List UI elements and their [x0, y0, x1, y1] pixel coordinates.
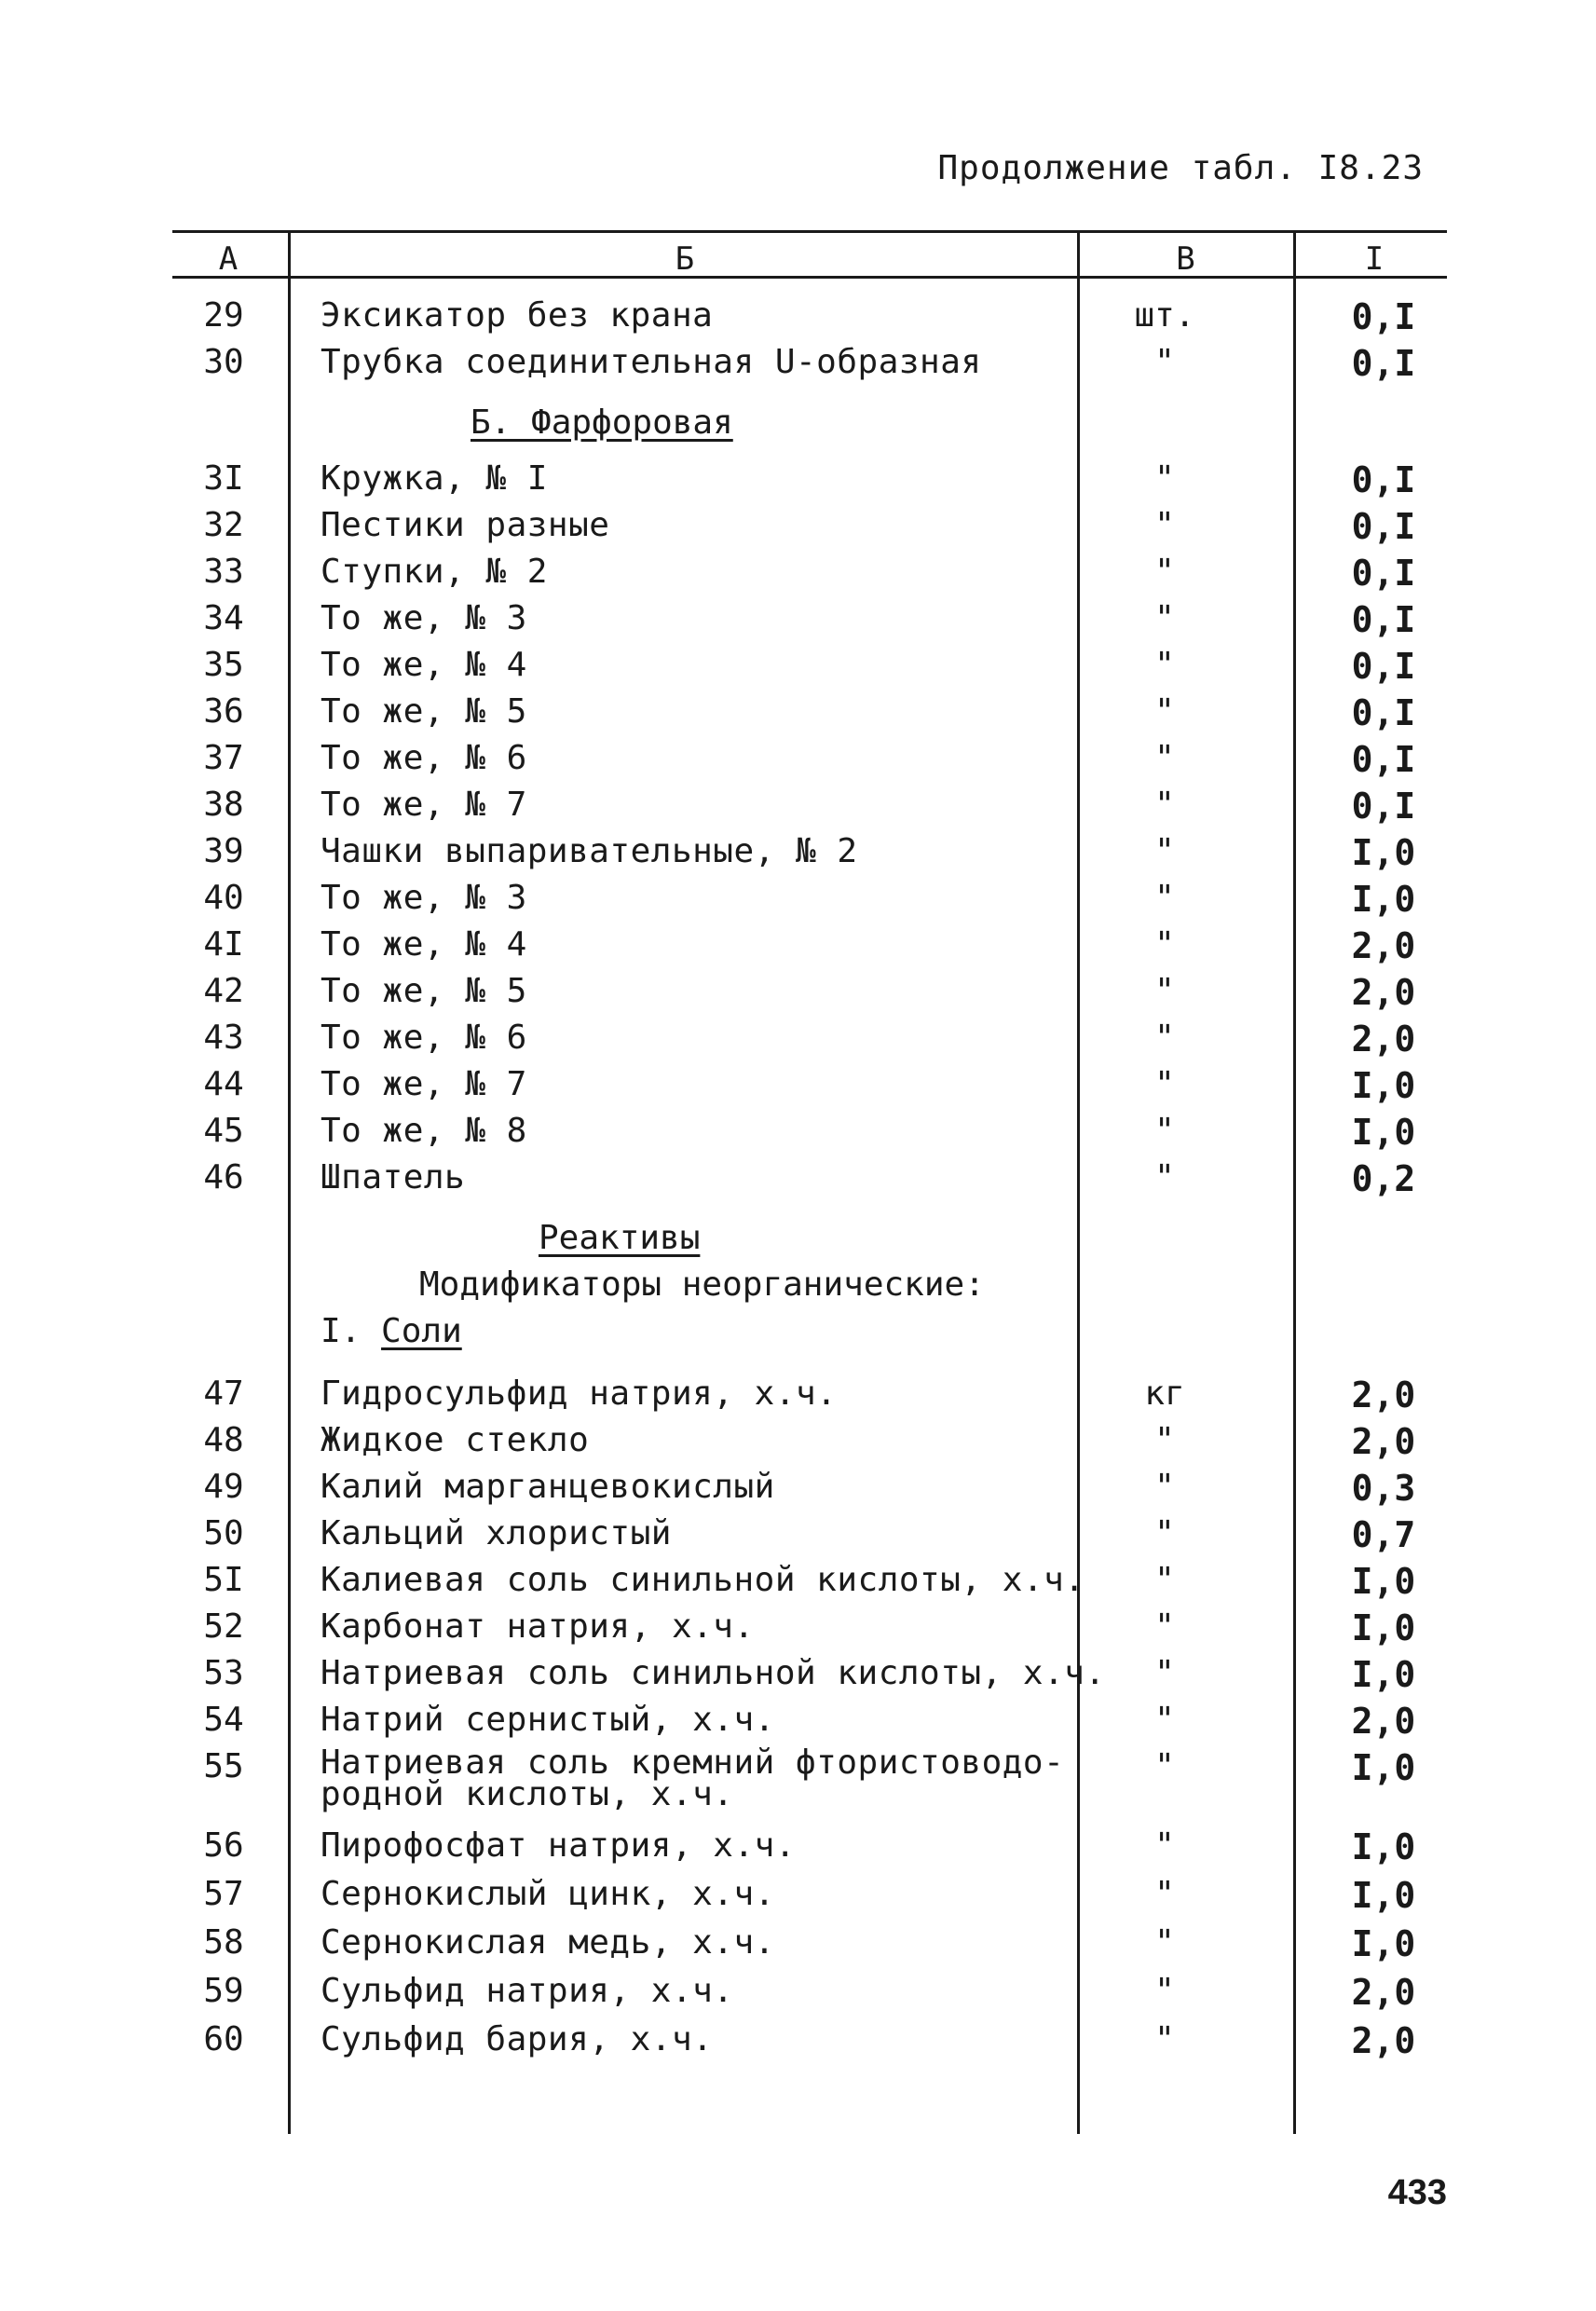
table-row	[0, 925, 1596, 972]
table-row	[0, 739, 1596, 786]
item-quantity: 0,I	[1351, 646, 1416, 687]
table-row	[0, 1744, 1596, 1822]
row-number: 34	[203, 599, 244, 637]
page-number: 433	[1387, 2173, 1447, 2212]
table-row	[0, 506, 1596, 553]
item-name: Сернокислая медь, х.ч.	[321, 1923, 775, 1962]
row-number: 46	[203, 1158, 244, 1197]
row-number: 4I	[203, 925, 244, 964]
item-name: То же, № 7	[321, 786, 527, 824]
row-number: 47	[203, 1374, 244, 1413]
table-row	[0, 1421, 1596, 1468]
item-quantity: 2,0	[1351, 972, 1416, 1013]
table-row	[0, 1923, 1596, 1970]
table-row	[0, 972, 1596, 1019]
subsection-heading-salts	[321, 1312, 462, 1350]
row-number: 50	[203, 1514, 244, 1552]
item-name: Натриевая соль синильной кислоты, х.ч.	[321, 1654, 1106, 1692]
item-name: Гидросульфид натрия, х.ч.	[321, 1374, 838, 1413]
column-header-i: I	[1364, 240, 1385, 278]
item-quantity: 0,I	[1351, 343, 1416, 384]
table-row	[0, 296, 1596, 343]
row-number: 38	[203, 786, 244, 824]
item-unit: "	[1154, 1747, 1175, 1785]
table-row	[0, 1875, 1596, 1921]
item-name: Калиевая соль синильной кислоты, х.ч.	[321, 1561, 1085, 1599]
row-number: 58	[203, 1923, 244, 1962]
item-name: Сульфид бария, х.ч.	[321, 2020, 714, 2058]
item-quantity: I,0	[1351, 1923, 1416, 1964]
column-header-a: А	[218, 240, 239, 278]
item-quantity: 0,I	[1351, 506, 1416, 547]
item-quantity: I,0	[1351, 1065, 1416, 1106]
row-number: 53	[203, 1654, 244, 1692]
table-row	[0, 1374, 1596, 1421]
item-unit: "	[1154, 2020, 1175, 2058]
item-name: Сернокислый цинк, х.ч.	[321, 1875, 775, 1913]
item-name: Натрий сернистый, х.ч.	[321, 1701, 775, 1739]
item-quantity: 2,0	[1351, 2020, 1416, 2061]
table-row	[0, 459, 1596, 506]
item-name: То же, № 4	[321, 925, 527, 964]
item-unit: "	[1154, 832, 1175, 870]
row-number: 32	[203, 506, 244, 544]
item-quantity: 2,0	[1351, 1374, 1416, 1415]
item-name: То же, № 5	[321, 972, 527, 1010]
item-unit: "	[1154, 692, 1175, 731]
item-quantity: I,0	[1351, 1607, 1416, 1648]
table-row	[0, 1514, 1596, 1561]
table-row	[0, 692, 1596, 739]
item-quantity: 0,7	[1351, 1514, 1416, 1555]
table-continuation-caption: Продолжение табл. I8.23	[937, 149, 1424, 187]
item-name: Пирофосфат натрия, х.ч.	[321, 1826, 796, 1865]
row-number: 30	[203, 343, 244, 381]
item-quantity: 2,0	[1351, 1972, 1416, 2013]
table-row	[0, 1607, 1596, 1654]
item-name: То же, № 7	[321, 1065, 527, 1103]
item-unit: "	[1154, 1112, 1175, 1150]
item-unit: шт.	[1134, 296, 1195, 335]
row-number: 39	[203, 832, 244, 870]
item-unit: "	[1154, 343, 1175, 381]
row-number: 3I	[203, 459, 244, 498]
item-unit: "	[1154, 1158, 1175, 1197]
item-unit: "	[1154, 1972, 1175, 2010]
item-name: То же, № 6	[321, 1019, 527, 1057]
table-row	[0, 1654, 1596, 1701]
table-row	[0, 1065, 1596, 1112]
item-name: То же, № 5	[321, 692, 527, 731]
item-unit: "	[1154, 1065, 1175, 1103]
item-name-line-1: Натриевая соль кремний фтористоводо-	[321, 1744, 1065, 1782]
item-name: Пестики разные	[321, 506, 610, 544]
item-quantity: I,0	[1351, 1561, 1416, 1602]
item-unit: "	[1154, 739, 1175, 777]
item-name: Трубка соединительная U-образная	[321, 343, 982, 381]
item-quantity: 2,0	[1351, 1701, 1416, 1742]
table-row	[0, 599, 1596, 646]
table-row	[0, 646, 1596, 692]
item-quantity: 2,0	[1351, 925, 1416, 966]
item-quantity: 0,3	[1351, 1468, 1416, 1509]
item-name: То же, № 3	[321, 879, 527, 917]
row-number: 45	[203, 1112, 244, 1150]
row-number: 37	[203, 739, 244, 777]
row-number: 48	[203, 1421, 244, 1459]
item-quantity: 0,I	[1351, 553, 1416, 594]
section-heading-reagents: Реактивы	[539, 1219, 701, 1257]
item-quantity: 2,0	[1351, 1019, 1416, 1060]
table-row	[0, 1158, 1596, 1205]
item-name: То же, № 6	[321, 739, 527, 777]
item-unit: "	[1154, 1654, 1175, 1692]
column-header-b: Б	[675, 240, 695, 278]
item-quantity: 0,I	[1351, 692, 1416, 733]
subsection-title: Соли	[381, 1312, 462, 1350]
item-unit: "	[1154, 1607, 1175, 1646]
item-unit: "	[1154, 1923, 1175, 1962]
item-quantity: I,0	[1351, 1112, 1416, 1153]
item-unit: "	[1154, 553, 1175, 591]
item-name: Карбонат натрия, х.ч.	[321, 1607, 755, 1646]
table-row	[0, 1561, 1596, 1607]
row-number: 33	[203, 553, 244, 591]
item-quantity: 0,I	[1351, 786, 1416, 827]
table-row	[0, 553, 1596, 599]
item-name: Кальций хлористый	[321, 1514, 672, 1552]
row-number: 29	[203, 296, 244, 335]
item-name: Чашки выпаривательные, № 2	[321, 832, 858, 870]
item-unit: "	[1154, 506, 1175, 544]
table-row	[0, 832, 1596, 879]
subsection-number: I.	[321, 1312, 361, 1350]
item-name: Сульфид натрия, х.ч.	[321, 1972, 734, 2010]
item-name: Кружка, № I	[321, 459, 548, 498]
row-number: 40	[203, 879, 244, 917]
item-unit: "	[1154, 1561, 1175, 1599]
item-quantity: 0,I	[1351, 599, 1416, 640]
item-quantity: 0,I	[1351, 459, 1416, 500]
item-name: Калий марганцевокислый	[321, 1468, 775, 1506]
item-name: Ступки, № 2	[321, 553, 548, 591]
row-number: 35	[203, 646, 244, 684]
item-unit: "	[1154, 646, 1175, 684]
row-number: 52	[203, 1607, 244, 1646]
item-unit: "	[1154, 459, 1175, 498]
item-name: То же, № 4	[321, 646, 527, 684]
row-number: 44	[203, 1065, 244, 1103]
table-top-rule	[172, 230, 1447, 233]
row-number: 57	[203, 1875, 244, 1913]
table-row	[0, 1112, 1596, 1158]
section-heading-modifiers: Модификаторы неорганические:	[419, 1265, 985, 1304]
item-quantity: 2,0	[1351, 1421, 1416, 1462]
row-number: 55	[203, 1747, 244, 1785]
table-row	[0, 1826, 1596, 1873]
item-name-line-2: родной кислоты, х.ч.	[321, 1775, 734, 1813]
item-name: Жидкое стекло	[321, 1421, 590, 1459]
item-unit: "	[1154, 879, 1175, 917]
row-number: 56	[203, 1826, 244, 1865]
item-quantity: 0,I	[1351, 296, 1416, 337]
item-name: Шпатель	[321, 1158, 466, 1197]
item-name: То же, № 3	[321, 599, 527, 637]
item-quantity: I,0	[1351, 832, 1416, 873]
table-row	[0, 1701, 1596, 1747]
row-number: 60	[203, 2020, 244, 2058]
section-heading-porcelain: Б. Фарфоровая	[471, 403, 733, 442]
table-row	[0, 1468, 1596, 1514]
row-number: 36	[203, 692, 244, 731]
table-row	[0, 343, 1596, 390]
row-number: 59	[203, 1972, 244, 2010]
row-number: 42	[203, 972, 244, 1010]
row-number: 54	[203, 1701, 244, 1739]
item-unit: "	[1154, 972, 1175, 1010]
item-unit: "	[1154, 1421, 1175, 1459]
item-quantity: I,0	[1351, 1747, 1416, 1788]
item-quantity: I,0	[1351, 1875, 1416, 1916]
item-unit: "	[1154, 925, 1175, 964]
item-quantity: I,0	[1351, 1826, 1416, 1867]
table-row	[0, 1019, 1596, 1065]
item-name: Эксикатор без крана	[321, 296, 714, 335]
table-row	[0, 879, 1596, 925]
row-number: 43	[203, 1019, 244, 1057]
item-unit: "	[1154, 786, 1175, 824]
item-name: То же, № 8	[321, 1112, 527, 1150]
item-quantity: I,0	[1351, 1654, 1416, 1695]
item-unit: "	[1154, 1514, 1175, 1552]
item-unit: "	[1154, 1468, 1175, 1506]
item-unit: "	[1154, 1826, 1175, 1865]
table-row	[0, 2020, 1596, 2067]
item-name	[321, 1744, 1065, 1813]
item-unit: "	[1154, 1875, 1175, 1913]
item-quantity: 0,I	[1351, 739, 1416, 780]
item-unit: кг	[1144, 1374, 1185, 1413]
column-header-v: В	[1176, 240, 1195, 278]
item-quantity: 0,2	[1351, 1158, 1416, 1199]
item-unit: "	[1154, 1701, 1175, 1739]
item-unit: "	[1154, 599, 1175, 637]
row-number: 5I	[203, 1561, 244, 1599]
row-number: 49	[203, 1468, 244, 1506]
item-unit: "	[1154, 1019, 1175, 1057]
item-quantity: I,0	[1351, 879, 1416, 920]
table-row	[0, 1972, 1596, 2018]
table-row	[0, 786, 1596, 832]
